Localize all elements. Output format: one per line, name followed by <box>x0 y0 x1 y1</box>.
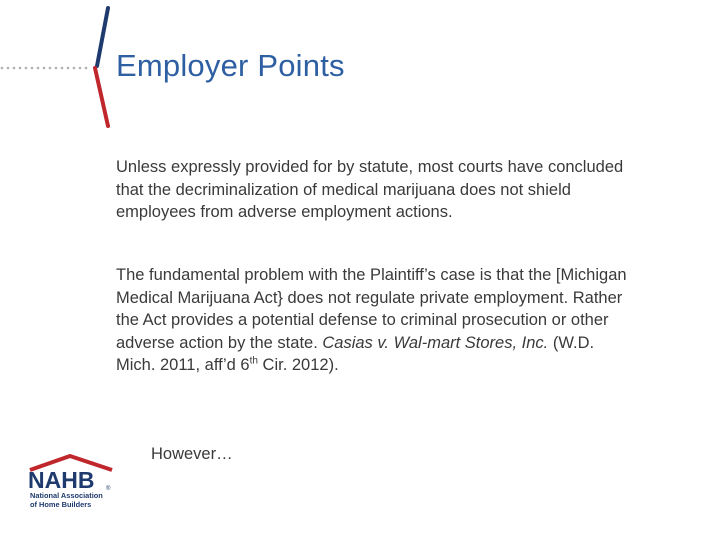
paragraph-2-text: The fundamental problem with the Plaintiff’s case is that the [Michigan Medical Marijuana Act} does not regulate private employment. Rather the Act provides a potential defense to criminal prosecution or other adverse action by the state. <box>116 266 627 352</box>
slide-title: Employer Points <box>116 48 345 83</box>
registered-mark: ® <box>106 486 111 492</box>
citation-text: (W.D. Mich. 2011, aff’d 6 <box>116 333 595 375</box>
logo-tagline-line1: National Association <box>30 491 103 500</box>
citation-text-end: Cir. 2012). <box>257 356 339 375</box>
logo-wordmark: NAHB <box>28 467 95 493</box>
case-name: Casias v. Wal-mart Stores, Inc. <box>322 333 549 352</box>
paragraph-1: Unless expressly provided for by statute, most courts have concluded that the decriminalization of medical marijuana does not shield employees from adverse employment actions. <box>116 158 624 222</box>
paragraph-2 <box>116 264 636 377</box>
citation-superscript: th <box>249 355 258 367</box>
title-accent-slash <box>86 6 116 128</box>
logo-tagline-line2: of Home Builders <box>30 499 92 509</box>
dotted-divider <box>0 66 92 70</box>
logo-tagline <box>30 492 103 509</box>
paragraph-3: However… <box>151 445 233 463</box>
